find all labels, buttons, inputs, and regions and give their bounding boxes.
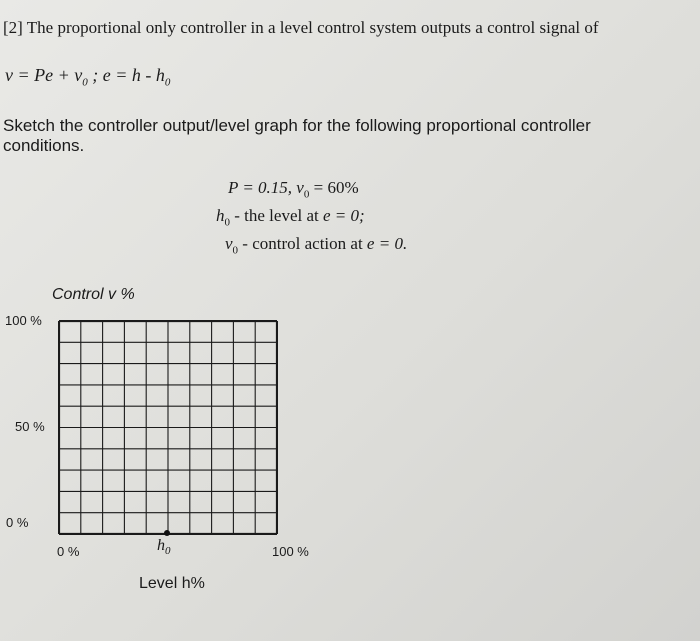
cond1-pre: P = 0.15, v xyxy=(228,178,304,197)
eq-v: v xyxy=(5,65,13,85)
x-axis-title: Level h% xyxy=(139,575,205,592)
cond3-cond: e = 0. xyxy=(366,234,408,253)
y-tick-50: 50 % xyxy=(15,419,45,434)
graph-grid xyxy=(58,320,278,535)
h0-var: h xyxy=(157,537,165,554)
cond3-var: v xyxy=(225,234,233,253)
x-tick-0: 0 % xyxy=(57,544,80,559)
y-axis-title: Control v % xyxy=(52,286,135,303)
eq-part2: ; e = h - h xyxy=(87,65,165,85)
cond3-sub: 0 xyxy=(232,244,239,257)
condition-h0 xyxy=(216,206,365,228)
cond1-post: = 60% xyxy=(309,178,359,197)
h0-marker xyxy=(164,530,170,536)
condition-p-v0 xyxy=(228,178,359,200)
y-tick-100: 100 % xyxy=(5,313,42,328)
x-tick-h0 xyxy=(157,537,171,557)
cond2-cond: e = 0; xyxy=(323,206,365,225)
eq-sub1: 0 xyxy=(82,76,88,89)
sketch-instruction: Sketch the controller output/level graph for the following proportional controller conditions. xyxy=(3,116,591,155)
cond3-text: - control action at xyxy=(238,234,367,253)
eq-part1: = Pe + v xyxy=(13,65,83,85)
eq-sub2: 0 xyxy=(164,76,171,89)
x-tick-100: 100 % xyxy=(272,544,309,559)
question-text: [2] The proportional only controller in a level control system outputs a control signal of xyxy=(3,18,599,37)
cond2-sub: 0 xyxy=(224,216,230,229)
cond2-text: - the level at xyxy=(230,206,323,225)
h0-sub: 0 xyxy=(165,545,171,558)
control-equation xyxy=(5,65,170,89)
condition-v0 xyxy=(225,234,407,256)
y-tick-0: 0 % xyxy=(6,515,29,530)
cond1-sub: 0 xyxy=(303,188,310,201)
cond2-var: h xyxy=(216,206,225,225)
